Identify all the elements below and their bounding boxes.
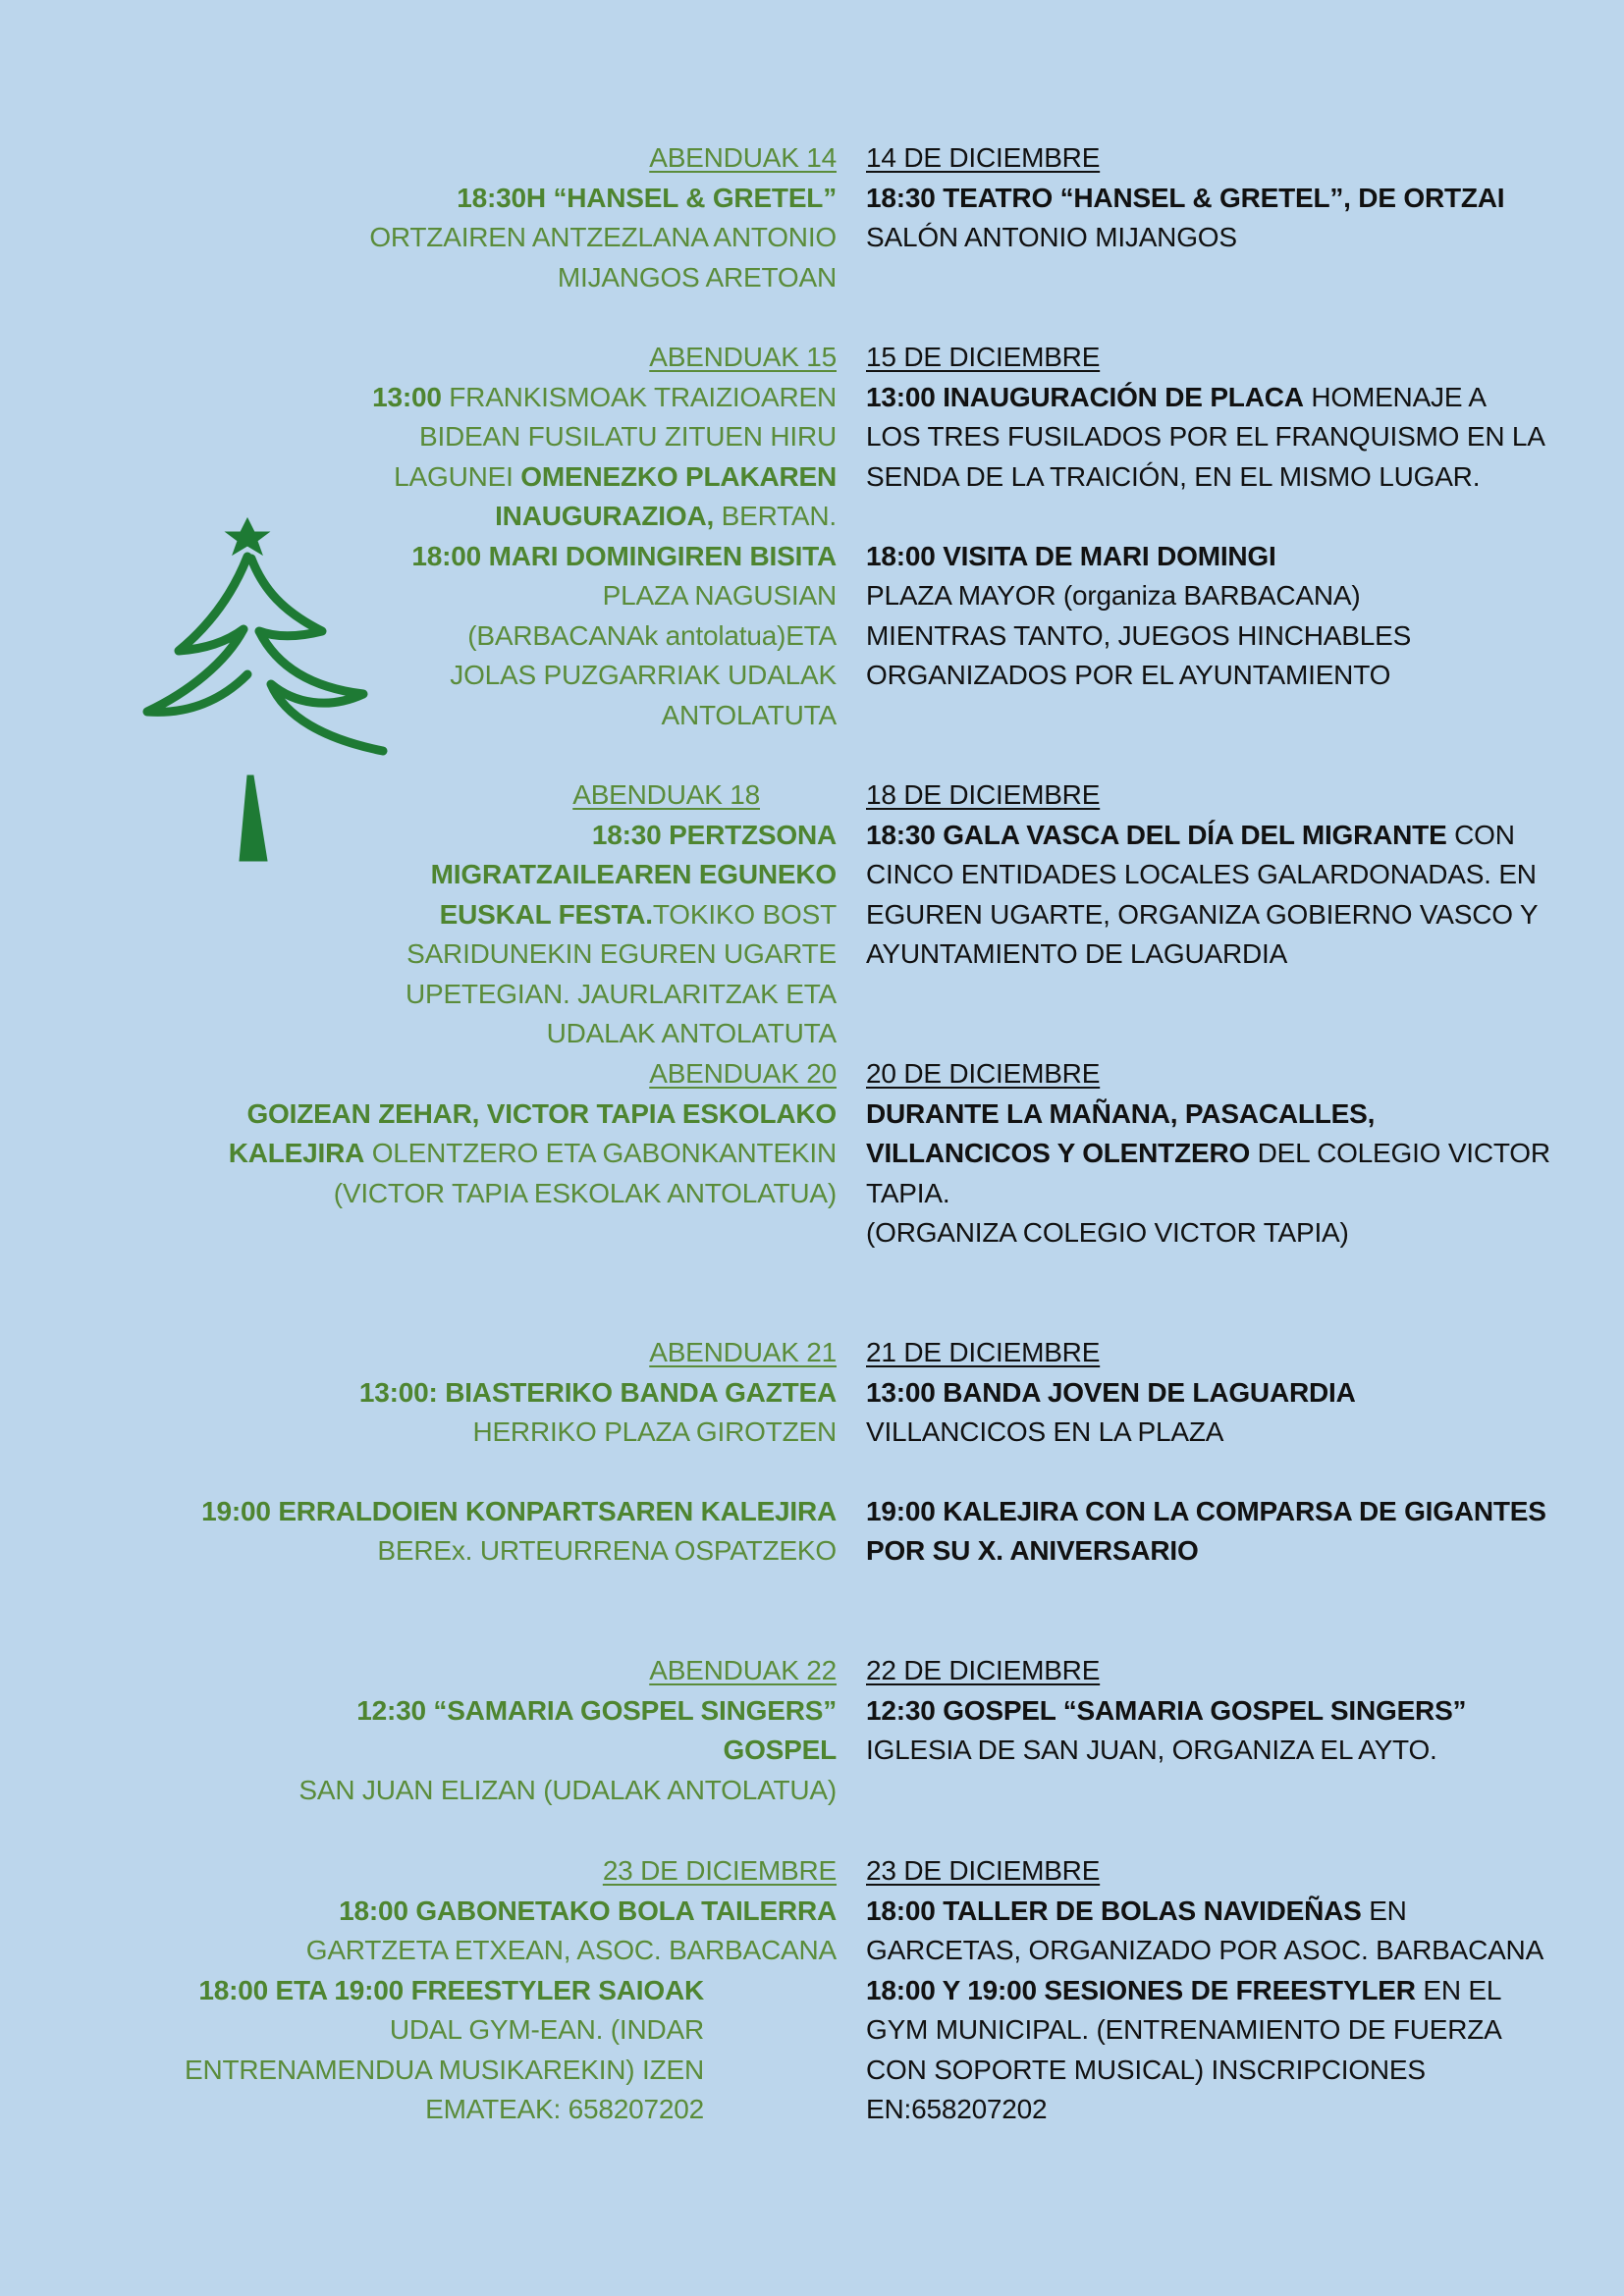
event-detail: (ORGANIZA COLEGIO VICTOR TAPIA) bbox=[866, 1217, 1349, 1248]
event-detail: DEL COLEGIO VICTOR bbox=[1250, 1138, 1550, 1168]
event-detail: BEREx. URTEURRENA OSPATZEKO bbox=[377, 1535, 837, 1566]
event-block-21 bbox=[866, 1333, 1546, 1572]
event-detail: HOMENAJE A bbox=[1303, 381, 1487, 412]
event-block-22 bbox=[866, 1651, 1466, 1771]
event-detail: BIDEAN FUSILATU ZITUEN HIRU bbox=[418, 421, 837, 452]
event-title: EUSKAL FESTA. bbox=[439, 898, 653, 930]
event-title: 18:30 GALA VASCA DEL DÍA DEL MIGRANTE bbox=[866, 819, 1447, 850]
event-detail: (BARBACANAk antolatua)ETA bbox=[467, 619, 837, 651]
event-title: 18:00 VISITA DE MARI DOMINGI bbox=[866, 540, 1276, 571]
event-detail: FRANKISMOAK TRAIZIOAREN bbox=[441, 381, 837, 412]
event-title: 12:30 GOSPEL “SAMARIA GOSPEL SINGERS” bbox=[866, 1694, 1467, 1726]
event-detail: UPETEGIAN. JAURLARITZAK ETA bbox=[405, 978, 837, 1009]
date-heading: ABENDUAK 22 bbox=[649, 1655, 837, 1685]
date-heading: ABENDUAK 21 bbox=[649, 1337, 837, 1367]
date-heading: ABENDUAK 15 bbox=[649, 342, 837, 372]
event-title: 18:30H “HANSEL & GRETEL” bbox=[457, 182, 837, 213]
event-block-21 bbox=[147, 1333, 837, 1572]
event-detail: IGLESIA DE SAN JUAN, ORGANIZA EL AYTO. bbox=[866, 1735, 1437, 1765]
event-title: 19:00 KALEJIRA CON LA COMPARSA DE GIGANTES bbox=[866, 1495, 1546, 1526]
date-heading: 15 DE DICIEMBRE bbox=[866, 342, 1101, 372]
event-title: OMENEZKO PLAKAREN bbox=[520, 460, 837, 492]
event-detail: ORTZAIREN ANTZEZLANA ANTONIO bbox=[369, 222, 837, 252]
event-title: VILLANCICOS Y OLENTZERO bbox=[866, 1138, 1251, 1168]
date-heading: ABENDUAK 14 bbox=[649, 142, 837, 173]
event-block-23 bbox=[147, 1851, 837, 2130]
date-heading: 14 DE DICIEMBRE bbox=[866, 142, 1101, 173]
event-detail: ANTOLATUTA bbox=[661, 699, 837, 730]
event-detail: EGUREN UGARTE, ORGANIZA GOBIERNO VASCO Y bbox=[866, 898, 1539, 930]
event-detail: LAGUNEI bbox=[394, 460, 521, 492]
date-heading: 23 DE DICIEMBRE bbox=[866, 1855, 1101, 1886]
date-heading: ABENDUAK 18 bbox=[572, 779, 760, 810]
event-detail: GARTZETA ETXEAN, ASOC. BARBACANA bbox=[305, 1935, 837, 1965]
event-detail: TAPIA. bbox=[866, 1177, 950, 1208]
event-title: POR SU X. ANIVERSARIO bbox=[866, 1535, 1199, 1566]
event-detail: UDAL GYM-EAN. (INDAR bbox=[389, 2014, 704, 2045]
event-detail: CINCO ENTIDADES LOCALES GALARDONADAS. EN bbox=[866, 859, 1537, 889]
event-block-15 bbox=[147, 338, 837, 735]
event-detail: MIENTRAS TANTO, JUEGOS HINCHABLES bbox=[866, 619, 1412, 651]
event-title: MIGRATZAILEAREN EGUNEKO bbox=[430, 859, 837, 889]
event-title: 18:30 TEATRO “HANSEL & GRETEL”, DE ORTZAI bbox=[866, 182, 1505, 213]
event-detail: SALÓN ANTONIO MIJANGOS bbox=[866, 222, 1237, 252]
date-heading: 18 DE DICIEMBRE bbox=[866, 779, 1101, 810]
event-detail: GARCETAS, ORGANIZADO POR ASOC. BARBACANA bbox=[866, 1935, 1544, 1965]
event-detail: EN EL bbox=[1415, 1974, 1502, 2005]
event-detail: JOLAS PUZGARRIAK UDALAK bbox=[450, 660, 837, 690]
event-title: DURANTE LA MAÑANA, PASACALLES, bbox=[866, 1097, 1376, 1129]
event-title: 13:00 INAUGURACIÓN DE PLACA bbox=[866, 381, 1304, 412]
event-detail: TOKIKO BOST bbox=[652, 898, 837, 930]
event-detail: SARIDUNEKIN EGUREN UGARTE bbox=[406, 938, 837, 969]
event-title: 18:00 MARI DOMINGIREN BISITA bbox=[411, 540, 837, 571]
event-time: 13:00 bbox=[372, 381, 442, 412]
event-detail: GYM MUNICIPAL. (ENTRENAMIENTO DE FUERZA bbox=[866, 2014, 1502, 2045]
event-title: 18:30 PERTZSONA bbox=[591, 819, 837, 850]
event-title: 18:00 GABONETAKO BOLA TAILERRA bbox=[339, 1895, 837, 1926]
event-detail: SAN JUAN ELIZAN (UDALAK ANTOLATUA) bbox=[298, 1774, 837, 1805]
date-heading: 20 DE DICIEMBRE bbox=[866, 1058, 1101, 1089]
event-detail: OLENTZERO ETA GABONKANTEKIN bbox=[364, 1138, 837, 1168]
event-detail: VILLANCICOS EN LA PLAZA bbox=[866, 1416, 1224, 1447]
event-block-18 bbox=[147, 775, 837, 1054]
event-block-18 bbox=[866, 775, 1538, 975]
event-title: 13:00: BIASTERIKO BANDA GAZTEA bbox=[358, 1376, 837, 1408]
event-title: GOSPEL bbox=[723, 1735, 837, 1765]
event-block-23 bbox=[866, 1851, 1543, 2130]
event-detail: LOS TRES FUSILADOS POR EL FRANQUISMO EN LA bbox=[866, 421, 1545, 452]
event-detail: CON SOPORTE MUSICAL) INSCRIPCIONES bbox=[866, 2054, 1426, 2085]
event-detail: (VICTOR TAPIA ESKOLAK ANTOLATUA) bbox=[333, 1177, 837, 1208]
event-detail: EN:658207202 bbox=[866, 2094, 1048, 2124]
event-title: 19:00 ERRALDOIEN KONPARTSAREN KALEJIRA bbox=[201, 1495, 837, 1526]
event-block-22 bbox=[147, 1651, 837, 1810]
event-detail: PLAZA MAYOR (organiza BARBACANA) bbox=[866, 580, 1361, 611]
event-title: 13:00 BANDA JOVEN DE LAGUARDIA bbox=[866, 1376, 1356, 1408]
event-title: 18:00 TALLER DE BOLAS NAVIDEÑAS bbox=[866, 1895, 1362, 1926]
event-detail: EN bbox=[1361, 1895, 1407, 1926]
date-heading: 22 DE DICIEMBRE bbox=[866, 1655, 1101, 1685]
event-detail: EMATEAK: 658207202 bbox=[425, 2094, 704, 2124]
event-detail: MIJANGOS ARETOAN bbox=[557, 261, 837, 293]
event-block-14 bbox=[147, 138, 837, 297]
event-block-20 bbox=[147, 1054, 837, 1213]
event-detail: HERRIKO PLAZA GIROTZEN bbox=[472, 1416, 837, 1447]
event-title: 12:30 “SAMARIA GOSPEL SINGERS” bbox=[356, 1694, 837, 1726]
event-detail: ORGANIZADOS POR EL AYUNTAMIENTO bbox=[866, 660, 1391, 690]
date-heading: ABENDUAK 20 bbox=[649, 1058, 837, 1089]
event-block-15 bbox=[866, 338, 1545, 696]
event-title: GOIZEAN ZEHAR, VICTOR TAPIA ESKOLAKO bbox=[246, 1097, 837, 1129]
event-detail: CON bbox=[1446, 819, 1515, 850]
event-block-20 bbox=[866, 1054, 1550, 1254]
event-title: 18:00 Y 19:00 SESIONES DE FREESTYLER bbox=[866, 1974, 1416, 2005]
event-title: 18:00 ETA 19:00 FREESTYLER SAIOAK bbox=[198, 1974, 704, 2005]
event-detail: AYUNTAMIENTO DE LAGUARDIA bbox=[866, 938, 1288, 969]
event-detail: ENTRENAMENDUA MUSIKAREKIN) IZEN bbox=[185, 2054, 704, 2085]
event-title: KALEJIRA bbox=[228, 1138, 365, 1168]
event-detail: SENDA DE LA TRAICIÓN, EN EL MISMO LUGAR. bbox=[866, 460, 1481, 492]
event-block-14 bbox=[866, 138, 1504, 258]
date-heading: 23 DE DICIEMBRE bbox=[602, 1855, 837, 1886]
event-detail: BERTAN. bbox=[714, 501, 837, 531]
event-title: INAUGURAZIOA, bbox=[495, 501, 715, 531]
event-detail: UDALAK ANTOLATUTA bbox=[546, 1018, 837, 1048]
date-heading: 21 DE DICIEMBRE bbox=[866, 1337, 1101, 1367]
event-detail: PLAZA NAGUSIAN bbox=[602, 580, 837, 611]
